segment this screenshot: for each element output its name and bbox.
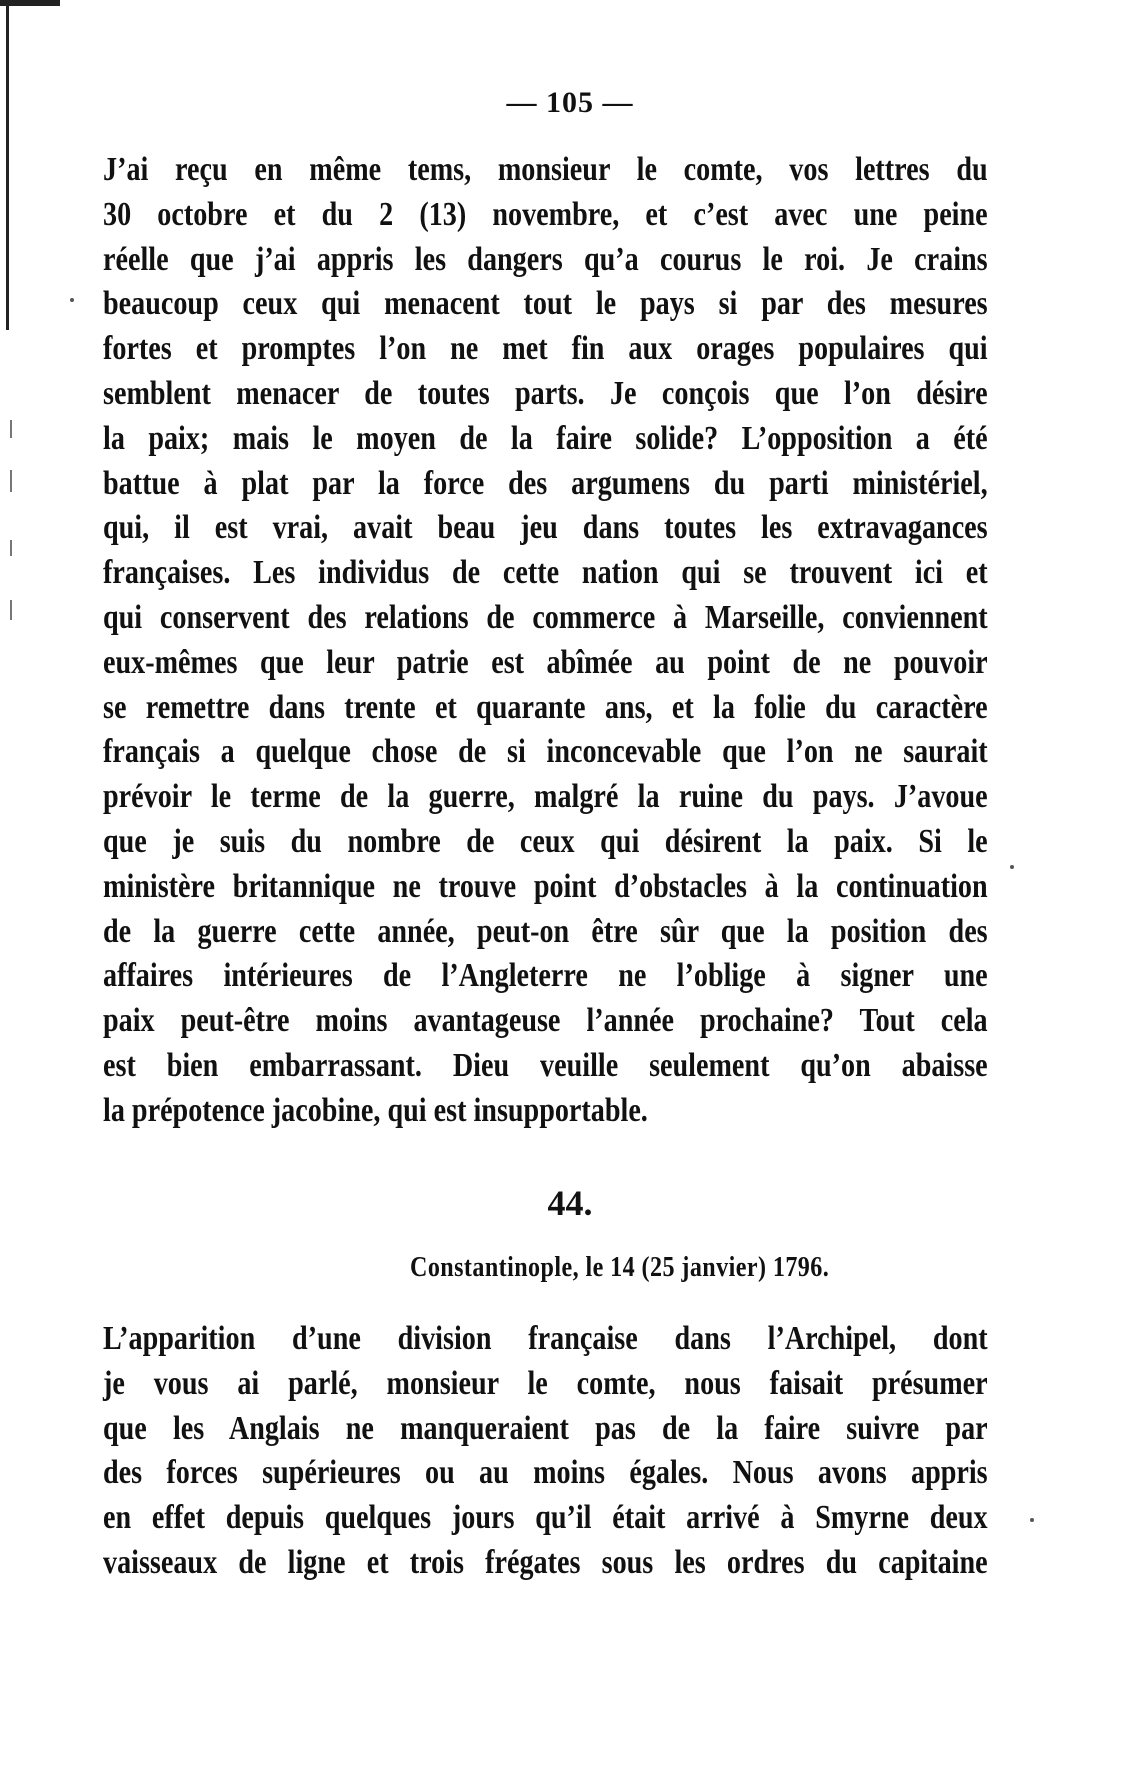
text-line: des forces supérieures ou au moins égales. Nous avons appris — [103, 1454, 988, 1492]
scan-edge-mark — [0, 0, 60, 6]
margin-mark — [1030, 1518, 1034, 1522]
text-line: beaucoup ceux qui menacent tout le pays si par des mesures — [103, 285, 988, 323]
text-line: réelle que j’ai appris les dangers qu’a courus le roi. Je crains — [103, 240, 988, 278]
text-line: que les Anglais ne manqueraient pas de la faire suivre par — [103, 1409, 988, 1447]
text-line: ministère britannique ne trouve point d’obstacles à la continuation — [103, 867, 988, 905]
text-line: français a quelque chose de si inconcevable que l’on ne saurait — [103, 733, 988, 771]
text-line: semblent menacer de toutes parts. Je conçois que l’on désire — [103, 374, 988, 412]
text-line: la paix; mais le moyen de la faire solide? L’opposition a été — [103, 419, 988, 457]
text-line: battue à plat par la force des argumens du parti ministériel, — [103, 464, 988, 502]
text-line: vaisseaux de ligne et trois frégates sous les ordres du capitaine — [103, 1543, 988, 1581]
text-line: de la guerre cette année, peut-on être sûr que la position des — [103, 912, 988, 950]
scan-edge-line — [6, 0, 9, 330]
margin-mark — [70, 298, 74, 302]
text-line: fortes et promptes l’on ne met fin aux orages populaires qui — [103, 330, 988, 368]
text-line: se remettre dans trente et quarante ans, et la folie du caractère — [103, 688, 988, 726]
text-line: que je suis du nombre de ceux qui désirent la paix. Si le — [103, 822, 988, 860]
text-line: la prépotence jacobine, qui est insupportable. — [103, 1091, 648, 1129]
text-line: 30 octobre et du 2 (13) novembre, et c’est avec une peine — [103, 195, 988, 233]
scan-speck — [10, 420, 12, 438]
text-line: prévoir le terme de la guerre, malgré la ruine du pays. J’avoue — [103, 778, 988, 816]
paragraph-letter-43-end — [103, 148, 988, 1134]
text-line: je vous ai parlé, monsieur le comte, nous faisait présumer — [103, 1364, 988, 1402]
margin-mark — [1010, 865, 1014, 869]
text-line: eux-mêmes que leur patrie est abîmée au point de ne pouvoir — [103, 643, 988, 681]
paragraph-letter-44 — [103, 1317, 988, 1586]
scan-speck — [10, 600, 12, 620]
scan-speck — [10, 470, 12, 492]
text-line: L’apparition d’une division française dans l’Archipel, dont — [103, 1320, 988, 1357]
text-line: qui conservent des relations de commerce à Marseille, conviennent — [103, 598, 988, 636]
text-line: paix peut-être moins avantageuse l’année prochaine? Tout cela — [103, 1002, 988, 1040]
text-line: françaises. Les individus de cette nation qui se trouvent ici et — [103, 554, 988, 592]
page-number: — 105 — — [506, 86, 634, 119]
text-line: qui, il est vrai, avait beau jeu dans toutes les extravagances — [103, 509, 988, 547]
letter-number-heading: 44. — [547, 1183, 593, 1223]
text-line: affaires intérieures de l’Angleterre ne l’oblige à signer une — [103, 957, 988, 995]
scan-speck — [10, 540, 12, 556]
text-line: J’ai reçu en même tems, monsieur le comte, vos lettres du — [103, 151, 988, 188]
letter-dateline: Constantinople, le 14 (25 janvier) 1796. — [410, 1252, 830, 1283]
text-line: en effet depuis quelques jours qu’il était arrivé à Smyrne deux — [103, 1499, 988, 1537]
text-line: est bien embarrassant. Dieu veuille seulement qu’on abaisse — [103, 1046, 988, 1084]
